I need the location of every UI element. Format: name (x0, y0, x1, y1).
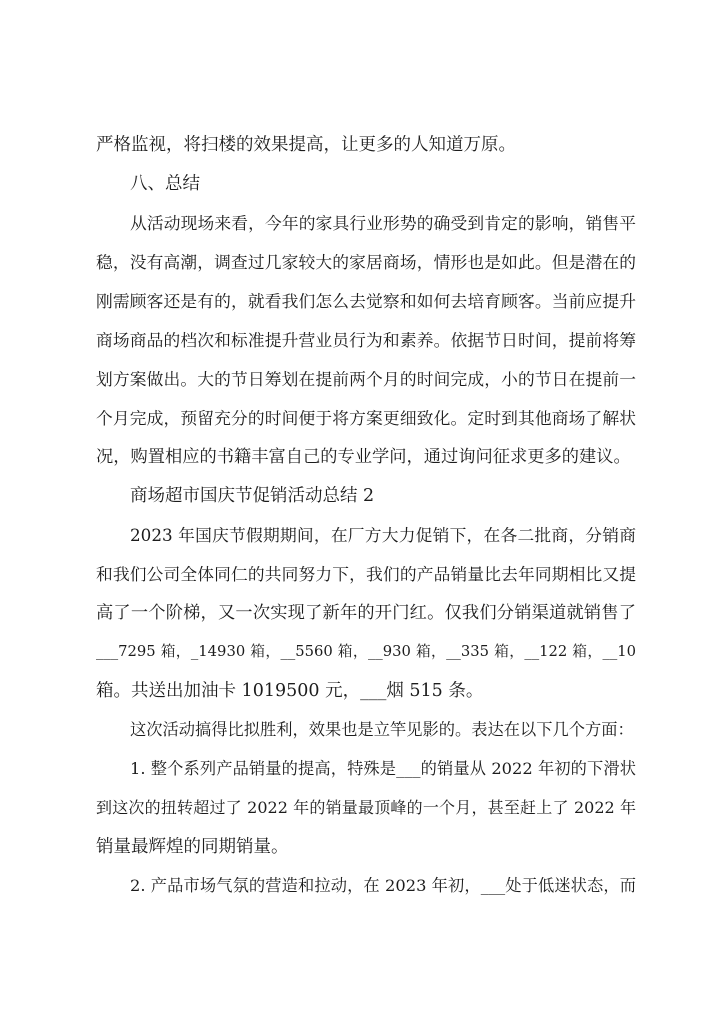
paragraph-line: 商场商品的档次和标准提升营业员行为和素养。依据节日时间，提前将筹 (96, 330, 636, 350)
list-item-line: 到这次的扭转超过了 2022 年的销量最顶峰的一个月，甚至赶上了 2022 年 (96, 798, 636, 817)
section-heading: 八、总结 (130, 174, 200, 194)
paragraph-line: 2023 年国庆节假期期间，在厂方大力促销下，在各二批商，分销商 (130, 525, 636, 545)
section-heading: 商场超市国庆节促销活动总结 2 (130, 486, 375, 506)
paragraph-line: 况，购置相应的书籍丰富自己的专业学问，通过询问征求更多的建议。 (96, 447, 631, 467)
paragraph-line: 划方案做出。大的节日筹划在提前两个月的时间完成，小的节日在提前一 (96, 369, 636, 389)
paragraph-line: 这次活动搞得比拟胜利，效果也是立竿见影的。表达在以下几个方面： (130, 720, 634, 739)
paragraph-line: ___7295 箱，_14930 箱，__5560 箱，__930 箱，__335 箱，__122 箱，__10 (96, 643, 636, 660)
list-item-line: 2. 产品市场气氛的营造和拉动，在 2023 年初，___处于低迷状态，而 (130, 876, 636, 895)
list-item-line: 1. 整个系列产品销量的提高，特殊是___的销量从 2022 年初的下滑状 (130, 759, 636, 778)
paragraph-line: 个月完成，预留充分的时间便于将方案更细致化。定时到其他商场了解状 (96, 408, 636, 428)
paragraph-line: 从活动现场来看，今年的家具行业形势的确受到肯定的影响，销售平 (130, 213, 636, 233)
paragraph-line: 高了一个阶梯，又一次实现了新年的开门红。仅我们分销渠道就销售了 (96, 603, 636, 623)
list-item-line: 销量最辉煌的同期销量。 (96, 837, 289, 857)
paragraph-line: 稳，没有高潮，调查过几家较大的家居商场，情形也是如此。但是潜在的 (96, 252, 636, 272)
paragraph-line: 刚需顾客还是有的，就看我们怎么去觉察和如何去培育顾客。当前应提升 (96, 291, 636, 311)
paragraph-line: 严格监视，将扫楼的效果提高，让更多的人知道万原。 (96, 135, 516, 155)
paragraph-line: 箱。共送出加油卡 1019500 元，___烟 515 条。 (96, 681, 484, 701)
paragraph-line: 和我们公司全体同仁的共同努力下，我们的产品销量比去年同期相比又提 (96, 564, 636, 584)
